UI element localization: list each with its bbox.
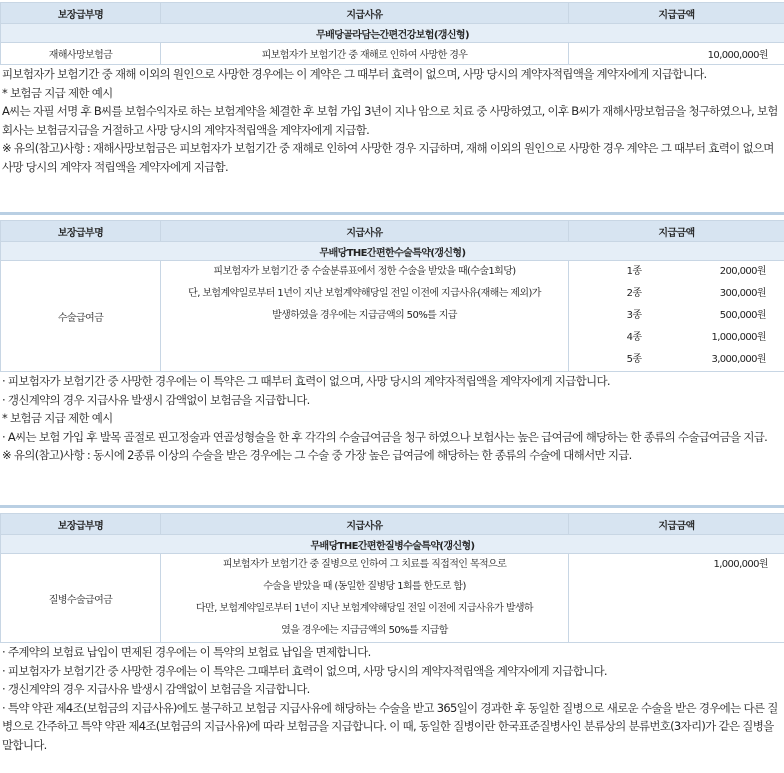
note: · 주계약의 보험료 납입이 면제된 경우에는 이 특약의 보험료 납입을 면제합니다. [2,645,371,659]
product-name: 무배당THE간편한질병수술특약(갱신형) [1,535,784,554]
payment-amount: 1,000,000원 [569,554,784,643]
note: 피보험자가 보험기간 중 재해 이외의 원인으로 사망한 경우에는 이 계약은 그 때부터 효력이 없으며, 사망 당시의 계약자적립액을 계약자에게 지급합니다. [2,67,707,81]
reason-line: 수술을 받았을 때 (동일한 질병당 1회를 한도로 함) [263,581,466,592]
header-benefit-name: 보장급부명 [1,3,161,24]
notes-3 [0,643,784,754]
note: · 특약 약관 제4조(보험금의 지급사유)에도 불구하고 보험금 지급사유에 해당하는 수술을 받고 365일이 경과한 후 동일한 질병으로 새로운 수술을 받은 경우에는 다른 질병으로 간주하고 특약 약관 제4조(보험금의 지급사유)에 따라 보험금을 지급합니다. 이 때, 동일한 질병이란 한국표준질병사인 분류상의 분류번호(3자리)가 같은 질병을 말합니다. [2,700,778,752]
notes-1 [0,65,784,176]
section-divider [0,212,784,215]
amount-row: 3종 500,000원 [626,310,766,321]
amount-row: 2종 300,000원 [626,288,766,299]
note: · 갱신계약의 경우 지급사유 발생시 감액없이 보험금을 지급합니다. [2,682,310,696]
reason-line: 다만, 보험계약일로부터 1년이 지난 보험계약해당일 전일 이전에 지급사유가 발생하 [195,603,533,614]
benefit-name: 재해사망보험금 [1,43,161,65]
note: * 보험금 지급 제한 예시 [2,411,113,425]
header-amount: 지급금액 [569,221,784,242]
payment-reason: 피보험자가 보험기간 중 재해로 인하여 사망한 경우 [161,43,569,65]
note: ※ 유의(참고)사항 : 동시에 2종류 이상의 수술을 받은 경우에는 그 수술 중 가장 높은 급여금에 해당하는 한 종류의 수술에 대해서만 지급. [2,448,632,462]
amount-row: 4종 1,000,000원 [626,332,766,343]
section-divider [0,505,784,508]
reason-line: 피보험자가 보험기간 중 질병으로 인하여 그 치료를 직접적인 목적으로 [222,559,507,570]
reason-line: 였을 경우에는 지급금액의 50%를 지급함 [281,625,448,636]
header-reason: 지급사유 [161,221,569,242]
header-reason: 지급사유 [161,3,569,24]
benefit-table-1 [0,2,784,65]
note: * 보험금 지급 제한 예시 [2,85,113,100]
reason-line: 발생하였을 경우에는 지급금액의 50%를 지급 [272,310,457,321]
header-reason: 지급사유 [161,514,569,535]
amount-row: 5종 3,000,000원 [626,354,766,365]
header-amount: 지급금액 [569,514,784,535]
benefit-name: 질병수술급여금 [1,554,161,643]
note: A씨는 자필 서명 후 B씨를 보험수익자로 하는 보험계약을 체결한 후 보험 가입 3년이 지나 암으로 치료 중 사망하였고, 이후 B씨가 재해사망보험금을 청구하였으나, 보험회사는 보험금지급을 거절하고 사망 당시의 계약자적립액을 계약자에게 지급함. [2,104,778,137]
reason-line: 단, 보험계약일로부터 1년이 지난 보험계약해당일 전일 이전에 지급사유(재해는 제외)가 [188,288,541,299]
benefit-name: 수술급여금 [1,261,161,372]
header-benefit-name: 보장급부명 [1,221,161,242]
benefit-table-2 [0,220,784,372]
reason-line: 피보험자가 보험기간 중 수술분류표에서 정한 수술을 받았을 때(수술1회당) [213,266,516,277]
note: ※ 유의(참고)사항 : 재해사망보험금은 피보험자가 보험기간 중 재해로 인하여 사망한 경우 지급하며, 재해 이외의 원인으로 사망한 경우 계약은 그 때부터 효력이 없으며 사망 당시의 계약자 적립액을 계약자에게 지급함. [2,141,774,174]
note: · 갱신계약의 경우 지급사유 발생시 감액없이 보험금을 지급합니다. [2,392,310,407]
product-name: 무배당골라담는간편건강보험(갱신형) [1,24,784,43]
section-disease-surgery [0,513,784,754]
section-surgery [0,220,784,465]
benefit-table-3 [0,513,784,643]
payment-amount: 10,000,000원 [569,43,784,65]
amount-row: 1종 200,000원 [626,266,766,277]
product-name: 무배당THE간편한수술특약(갱신형) [1,242,784,261]
note: · 피보험자가 보험기간 중 사망한 경우에는 이 특약은 그때부터 효력이 없으며, 사망 당시의 계약자적립액을 계약자에게 지급합니다. [2,663,607,678]
note: · A씨는 보험 가입 후 발목 골절로 핀고정술과 연골성형술을 한 후 각각의 수술급여금을 청구 하였으나 보험사는 높은 급여금에 해당하는 한 종류의 수술급여금을 지급. [2,429,768,444]
section-disaster-death [0,2,784,176]
header-amount: 지급금액 [569,3,784,24]
notes-2 [0,372,784,465]
header-benefit-name: 보장급부명 [1,514,161,535]
note: · 피보험자가 보험기간 중 사망한 경우에는 이 특약은 그 때부터 효력이 없으며, 사망 당시의 계약자적립액을 계약자에게 지급합니다. [2,374,610,388]
amount-list [569,261,784,372]
